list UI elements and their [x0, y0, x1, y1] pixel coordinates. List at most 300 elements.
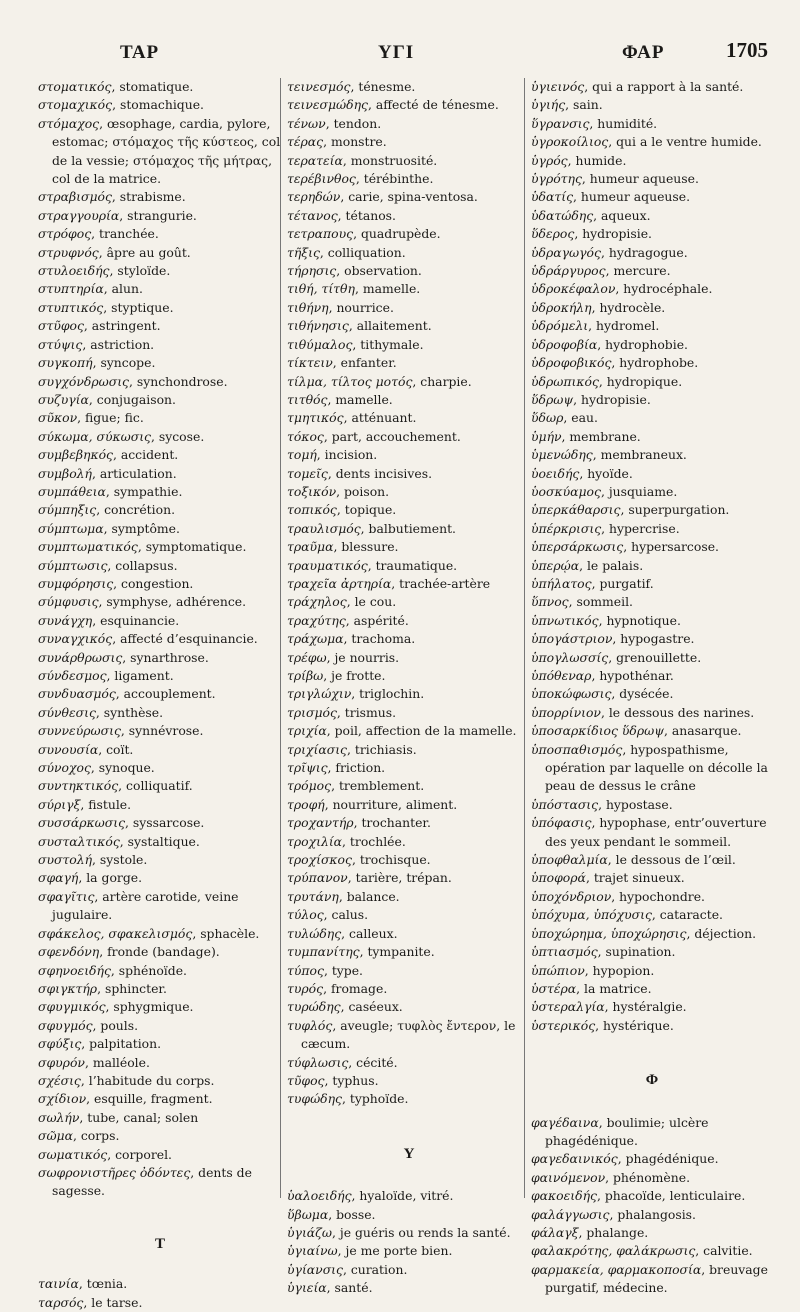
greek-term: στομαχικός [38, 97, 113, 113]
greek-term: τραῦμα [287, 539, 334, 555]
dictionary-entry [38, 649, 282, 667]
running-head-center: ΥΓΙ [378, 42, 415, 63]
greek-term: τροχαντήρ [287, 815, 354, 831]
dictionary-entry [531, 1224, 773, 1242]
french-definition: , affecté d’esquinancie. [112, 631, 258, 647]
greek-term: συσταλτικός [38, 833, 120, 849]
dictionary-entry [38, 225, 282, 243]
greek-term: ὑδροκέφαλον [531, 281, 616, 297]
french-definition: , hydropisie. [573, 391, 651, 407]
french-definition: , symptôme. [103, 520, 180, 536]
french-definition: , tube, canal; solen [79, 1109, 199, 1125]
greek-term: σύμπτωμα [38, 520, 104, 536]
dictionary-entry [38, 1164, 282, 1201]
greek-term: σωματικός [38, 1146, 108, 1162]
dictionary-entry [38, 1017, 282, 1035]
french-definition: , superpurgation. [620, 502, 730, 518]
dictionary-entry [287, 630, 531, 648]
dictionary-entry [287, 888, 531, 906]
greek-term: τέρας [287, 134, 324, 150]
greek-term: σφενδόνη [38, 944, 100, 960]
greek-term: στυπτηρία [38, 281, 104, 297]
french-definition: , phacoïde, lenticulaire. [596, 1188, 746, 1204]
dictionary-entry [287, 869, 531, 887]
dictionary-entry [287, 943, 531, 961]
dictionary-entry [287, 575, 531, 593]
page-number: 1705 [726, 38, 768, 62]
french-definition: , cécité. [348, 1054, 398, 1070]
dictionary-entry [287, 446, 531, 464]
dictionary-entry [531, 483, 773, 501]
dictionary-entry [287, 115, 531, 133]
french-definition: , synthèse. [95, 704, 164, 720]
dictionary-entry [38, 814, 282, 832]
french-definition: , âpre au goût. [98, 244, 191, 260]
greek-term: ὑπογλωσσίς [531, 649, 609, 665]
french-definition: , poil, affection de la mamelle. [326, 723, 517, 739]
french-definition: , je guéris ou rends la santé. [331, 1224, 511, 1240]
french-definition: , incision. [316, 447, 378, 463]
dictionary-entry [531, 115, 773, 133]
greek-term: ὑγιάζω [287, 1224, 332, 1240]
french-definition: , hydragogue. [600, 244, 688, 260]
french-definition: , œsophage, cardia, pylore, estomac; στόμαχος τῆς κύστεος, col de la vessie; στόμαχος τῆς μήτρας, col de la matrice. [52, 115, 281, 187]
greek-term: ὕγρανσις [531, 115, 590, 131]
french-definition: , le dessous des narines. [600, 704, 755, 720]
greek-term: φακοειδής [531, 1188, 597, 1204]
greek-term: τοπικός [287, 502, 337, 518]
greek-term: τεινεσμός [287, 79, 351, 94]
greek-term: ταινία [38, 1276, 79, 1292]
greek-term: ὑγιεινός [531, 79, 585, 94]
dictionary-entry [287, 612, 531, 630]
dictionary-entry [38, 96, 282, 114]
french-definition: , colliquation. [319, 244, 406, 260]
french-definition: , hypospathisme, opération par laquelle on décolle la peau de dessus le crâne [545, 741, 768, 794]
dictionary-entry [531, 704, 773, 722]
french-definition: , malléole. [84, 1054, 150, 1070]
french-definition: , atténuant. [343, 410, 417, 426]
dictionary-entry [38, 446, 282, 464]
french-definition: , la gorge. [78, 870, 143, 886]
french-definition: , type. [323, 962, 363, 978]
french-definition: , styptique. [103, 299, 174, 315]
dictionary-entry [531, 299, 773, 317]
column-2 [280, 78, 531, 1296]
greek-term: σφάκελος, σφακελισμός [38, 925, 193, 941]
dictionary-entry [531, 354, 773, 372]
french-definition: , collapsus. [107, 557, 178, 573]
dictionary-entry [38, 409, 282, 427]
french-definition: , enfanter. [332, 355, 397, 371]
greek-term: τιθύμαλος [287, 336, 353, 352]
greek-term: ὑδρωπικός [531, 373, 599, 389]
greek-term: ὑστεραλγία [531, 999, 605, 1015]
greek-term: ὕδωρ [531, 410, 564, 426]
greek-term: ὑπερκάθαρσις [531, 502, 621, 518]
greek-term: στοματικός [38, 79, 112, 94]
greek-term: ὕπνος [531, 594, 569, 610]
greek-term: τέτανος [287, 207, 338, 223]
dictionary-entry [287, 299, 531, 317]
dictionary-entry [531, 925, 773, 943]
french-definition: , corporel. [107, 1146, 172, 1162]
dictionary-entry [531, 207, 773, 225]
greek-term: τρύπανον [287, 870, 348, 886]
dictionary-entry [531, 336, 773, 354]
french-definition: , hypercrise. [601, 520, 680, 536]
greek-term: στρόφος [38, 226, 92, 242]
french-definition: , strangurie. [119, 207, 197, 223]
french-definition: , supination. [597, 944, 676, 960]
greek-term: τμητικός [287, 410, 344, 426]
french-definition: , hydrophobie. [597, 336, 688, 352]
french-definition: , pouls. [92, 1017, 139, 1033]
greek-term: σύνθεσις [38, 704, 96, 720]
dictionary-entry [38, 612, 282, 630]
greek-term: τραχεῖα ἀρτηρία [287, 575, 392, 591]
greek-term: συμβολή [38, 465, 92, 481]
dictionary-entry [531, 943, 773, 961]
greek-term: ὑγρός [531, 152, 568, 168]
dictionary-entry [287, 777, 531, 795]
french-definition: , colliquatif. [118, 778, 193, 794]
french-definition: , ténesme. [350, 79, 416, 94]
dictionary-entry [531, 428, 773, 446]
french-definition: , poison. [336, 483, 390, 499]
french-definition: , mamelle. [354, 281, 421, 297]
french-definition: , nourrice. [328, 299, 394, 315]
section-letter: Τ [154, 1235, 165, 1252]
french-definition: , le tarse. [83, 1294, 143, 1310]
french-definition: , aveugle; τυφλὸς ἔντερον, le cæcum. [301, 1017, 516, 1052]
greek-term: στραγγουρία [38, 207, 120, 223]
dictionary-entry [531, 1206, 773, 1224]
french-definition: , hydromel. [588, 318, 660, 334]
greek-term: ὑδατώδης [531, 207, 594, 223]
french-definition: , dents incisives. [327, 465, 433, 481]
french-definition: , strabisme. [111, 189, 186, 205]
dictionary-entry [287, 906, 531, 924]
french-definition: , dents de sagesse. [52, 1164, 252, 1199]
french-definition: , symptomatique. [137, 539, 247, 555]
dictionary-entry [531, 520, 773, 538]
greek-term: σύμφυσις [38, 594, 99, 610]
french-definition: , trachée-artère [391, 575, 491, 591]
dictionary-entry [287, 538, 531, 556]
french-definition: , caséeux. [340, 999, 403, 1015]
greek-term: ὑπορρίνιον [531, 704, 601, 720]
french-definition: , qui a le ventre humide. [608, 134, 762, 150]
dictionary-entry [287, 1187, 531, 1205]
dictionary-entry [531, 170, 773, 188]
dictionary-entry [38, 391, 282, 409]
greek-term: ὑπνωτικός [531, 612, 599, 628]
french-definition: , tympanite. [359, 944, 435, 960]
dictionary-entry [531, 317, 773, 335]
french-definition: , alun. [103, 281, 143, 297]
dictionary-entry [531, 722, 773, 740]
greek-term: στῦφος [38, 318, 84, 334]
dictionary-entry [38, 299, 282, 317]
greek-term: σφαγῖτις [38, 888, 95, 904]
greek-term: συγχόνδρωσις [38, 373, 129, 389]
dictionary-entry [531, 741, 773, 796]
french-definition: , stomachique. [112, 97, 204, 113]
greek-term: τριχία [287, 723, 327, 739]
greek-term: ὑπόθεναρ [531, 668, 592, 683]
dictionary-entry [531, 667, 773, 685]
french-definition: , styloïde. [109, 263, 171, 279]
dictionary-entry [287, 980, 531, 998]
greek-term: τραχύτης [287, 612, 346, 628]
greek-term: ὑποφορά [531, 870, 586, 886]
section-letter: Φ [645, 1072, 659, 1089]
greek-term: ὑπτιασμός [531, 944, 598, 960]
greek-term: σχέσις [38, 1072, 81, 1088]
french-definition: , sphacèle. [192, 925, 260, 941]
french-definition: , tarière, trépan. [347, 870, 452, 886]
french-definition: , hydrophobe. [611, 355, 699, 371]
dictionary-entry [287, 409, 531, 427]
dictionary-entry [38, 115, 282, 189]
greek-term: ὑδρόμελι [531, 318, 589, 334]
dictionary-entry [287, 593, 531, 611]
french-definition: , tranchée. [91, 226, 159, 242]
french-definition: , hypostase. [598, 796, 673, 812]
dictionary-entry [531, 796, 773, 814]
greek-term: συνουσία [38, 741, 99, 757]
greek-term: τεινεσμώδης [287, 97, 368, 113]
french-definition: , je frotte. [323, 668, 386, 683]
dictionary-entry [38, 685, 282, 703]
french-definition: , hydrocéphale. [615, 281, 713, 297]
dictionary-entry [531, 1261, 773, 1298]
greek-term: τριχίασις [287, 741, 347, 757]
french-definition: , tithymale. [352, 336, 424, 352]
dictionary-entry [531, 465, 773, 483]
dictionary-entry [287, 1261, 531, 1279]
greek-term: τιτθός [287, 391, 328, 407]
greek-term: συσσάρκωσις [38, 815, 126, 831]
dictionary-entry [531, 446, 773, 464]
greek-term: ὑγίανσις [287, 1261, 343, 1277]
dictionary-entry [287, 851, 531, 869]
french-definition: , aspérité. [345, 612, 409, 628]
french-definition: , calvitie. [695, 1243, 753, 1259]
dictionary-entry [531, 980, 773, 998]
greek-term: ὕδερος [531, 226, 575, 242]
greek-term: σύνδεσμος [38, 668, 107, 683]
dictionary-entry [38, 557, 282, 575]
dictionary-entry [531, 1169, 773, 1187]
french-definition: , quadrupède. [353, 226, 441, 242]
dictionary-entry [287, 188, 531, 206]
greek-term: ὑπήλατος [531, 575, 592, 591]
dictionary-entry [38, 888, 282, 925]
dictionary-entry [531, 649, 773, 667]
greek-term: ὑγιεία [287, 1280, 327, 1296]
greek-term: ὑπόφασις [531, 815, 592, 831]
dictionary-entry [531, 373, 773, 391]
french-definition: , humeur aqueuse. [581, 171, 699, 187]
french-definition: , artère carotide, veine jugulaire. [52, 888, 239, 923]
greek-term: τίλμα, τίλτος μοτός [287, 373, 413, 389]
french-definition: , congestion. [113, 575, 194, 591]
french-definition: , balance. [338, 888, 400, 904]
greek-term: σφηνοειδής [38, 962, 111, 978]
greek-term: τερηδών [287, 189, 341, 205]
french-definition: , déjection. [686, 925, 757, 941]
dictionary-entry [38, 796, 282, 814]
french-definition: , mamelle. [327, 391, 393, 407]
french-definition: , le cou. [346, 594, 397, 610]
dictionary-entry [38, 428, 282, 446]
french-definition: , synoque. [90, 760, 155, 776]
greek-term: ὑγιαίνω [287, 1243, 338, 1259]
dictionary-entry [38, 465, 282, 483]
dictionary-entry [287, 741, 531, 759]
french-definition: , hypochondre. [611, 888, 705, 904]
greek-term: τομή [287, 447, 317, 463]
running-head-right: ΦΑΡ [622, 42, 665, 63]
dictionary-entry [531, 78, 773, 96]
greek-term: στυπτικός [38, 299, 104, 315]
french-definition: , breuvage purgatif, médecine. [545, 1261, 768, 1296]
greek-term: συντηκτικός [38, 778, 119, 794]
greek-term: τήρησις [287, 263, 337, 279]
greek-term: συστολή [38, 852, 93, 868]
french-definition: , phalange. [578, 1224, 649, 1240]
greek-term: σύμπηξις [38, 502, 97, 518]
french-definition: , ligament. [106, 668, 174, 683]
greek-term: τυλώδης [287, 925, 342, 941]
dictionary-entry [38, 741, 282, 759]
greek-term: σφυγμός [38, 1017, 93, 1033]
dictionary-entry [287, 925, 531, 943]
dictionary-entry [38, 722, 282, 740]
french-definition: , esquille, fragment. [86, 1091, 213, 1107]
dictionary-entry [287, 1017, 531, 1054]
dictionary-entry [531, 188, 773, 206]
dictionary-entry [38, 520, 282, 538]
french-definition: , phénomène. [605, 1169, 691, 1185]
dictionary-entry [38, 998, 282, 1016]
french-definition: , symphyse, adhérence. [98, 594, 247, 610]
dictionary-entry [38, 1146, 282, 1164]
greek-term: συνδυασμός [38, 686, 116, 702]
french-definition: , hypersarcose. [623, 539, 719, 555]
french-definition: , topique. [336, 502, 397, 518]
greek-term: τράχωμα [287, 631, 344, 647]
dictionary-entry [38, 373, 282, 391]
dictionary-entry [287, 78, 531, 96]
dictionary-entry [287, 962, 531, 980]
greek-term: τραυματικός [287, 557, 368, 573]
french-definition: , tœnia. [78, 1276, 128, 1292]
dictionary-entry [287, 759, 531, 777]
column-3 [524, 78, 773, 1296]
greek-term: ὑποσπαθισμός [531, 741, 623, 757]
dictionary-entry [38, 336, 282, 354]
dictionary-entry [38, 962, 282, 980]
french-definition: , trochanter. [353, 815, 431, 831]
french-definition: , le dessous de l’œil. [607, 852, 736, 868]
dictionary-entry [38, 1275, 282, 1293]
french-definition: , hyoïde. [579, 465, 633, 481]
dictionary-entry [38, 759, 282, 777]
french-definition: , astringent. [83, 318, 161, 334]
greek-term: φαγεδαινικός [531, 1151, 618, 1167]
french-definition: , hypothénar. [591, 668, 674, 683]
dictionary-entry [531, 593, 773, 611]
french-definition: , le palais. [579, 557, 644, 573]
dictionary-entry [287, 96, 531, 114]
greek-term: σωλήν [38, 1109, 80, 1125]
greek-term: σφύξις [38, 1036, 82, 1052]
greek-term: τερατεία [287, 152, 343, 168]
french-definition: , anasarque. [663, 723, 742, 739]
french-definition: , synnévrose. [120, 723, 204, 739]
dictionary-entry [287, 796, 531, 814]
dictionary-entry [38, 1072, 282, 1090]
dictionary-entry [287, 1224, 531, 1242]
dictionary-entry [531, 998, 773, 1016]
greek-term: ὑγροκοίλιος [531, 134, 609, 150]
greek-term: ὑποκώφωσις [531, 686, 612, 702]
dictionary-entry [38, 1054, 282, 1072]
dictionary-entry [38, 1294, 282, 1312]
greek-term: τυφώδης [287, 1091, 342, 1107]
french-definition: , systole. [92, 852, 148, 868]
greek-term: ὑποχόνδριον [531, 888, 612, 904]
french-definition: , aqueux. [593, 207, 651, 223]
french-definition: , térébinthe. [355, 171, 434, 187]
french-definition: , calus. [323, 907, 369, 923]
dictionary-entry [287, 354, 531, 372]
french-definition: , synarthrose. [122, 649, 209, 665]
greek-term: τόκος [287, 428, 324, 444]
french-definition: , qui a rapport à la santé. [584, 79, 744, 94]
greek-term: ὕβωμα [287, 1206, 329, 1222]
french-definition: , membrane. [561, 428, 641, 444]
dictionary-entry [287, 465, 531, 483]
french-definition: , stomatique. [111, 79, 194, 94]
greek-term: τύφλωσις [287, 1054, 349, 1070]
dictionary-entry [38, 980, 282, 998]
dictionary-entry [531, 851, 773, 869]
french-definition: , sphénoïde. [110, 962, 187, 978]
greek-term: ὑδραγωγός [531, 244, 601, 260]
dictionary-entry [531, 906, 773, 924]
running-head-left: ΤΑΡ [120, 42, 160, 63]
french-definition: , syncope. [92, 355, 156, 371]
french-definition: , tétanos. [337, 207, 396, 223]
french-definition: , eau. [563, 410, 598, 426]
french-definition: , balbutiement. [360, 520, 456, 536]
greek-term: σωφρονιστῆρες ὀδόντες [38, 1164, 191, 1180]
french-definition: , hystéralgie. [604, 999, 687, 1015]
greek-term: τυρός [287, 980, 324, 996]
greek-term: ὑδροκήλη [531, 299, 592, 315]
french-definition: , syssarcose. [125, 815, 205, 831]
dictionary-entry [287, 373, 531, 391]
greek-term: ὑοειδής [531, 465, 580, 481]
french-definition: , charpie. [412, 373, 472, 389]
french-definition: , fistule. [80, 796, 132, 812]
dictionary-entry [287, 428, 531, 446]
greek-term: τρυτάνη [287, 888, 339, 904]
